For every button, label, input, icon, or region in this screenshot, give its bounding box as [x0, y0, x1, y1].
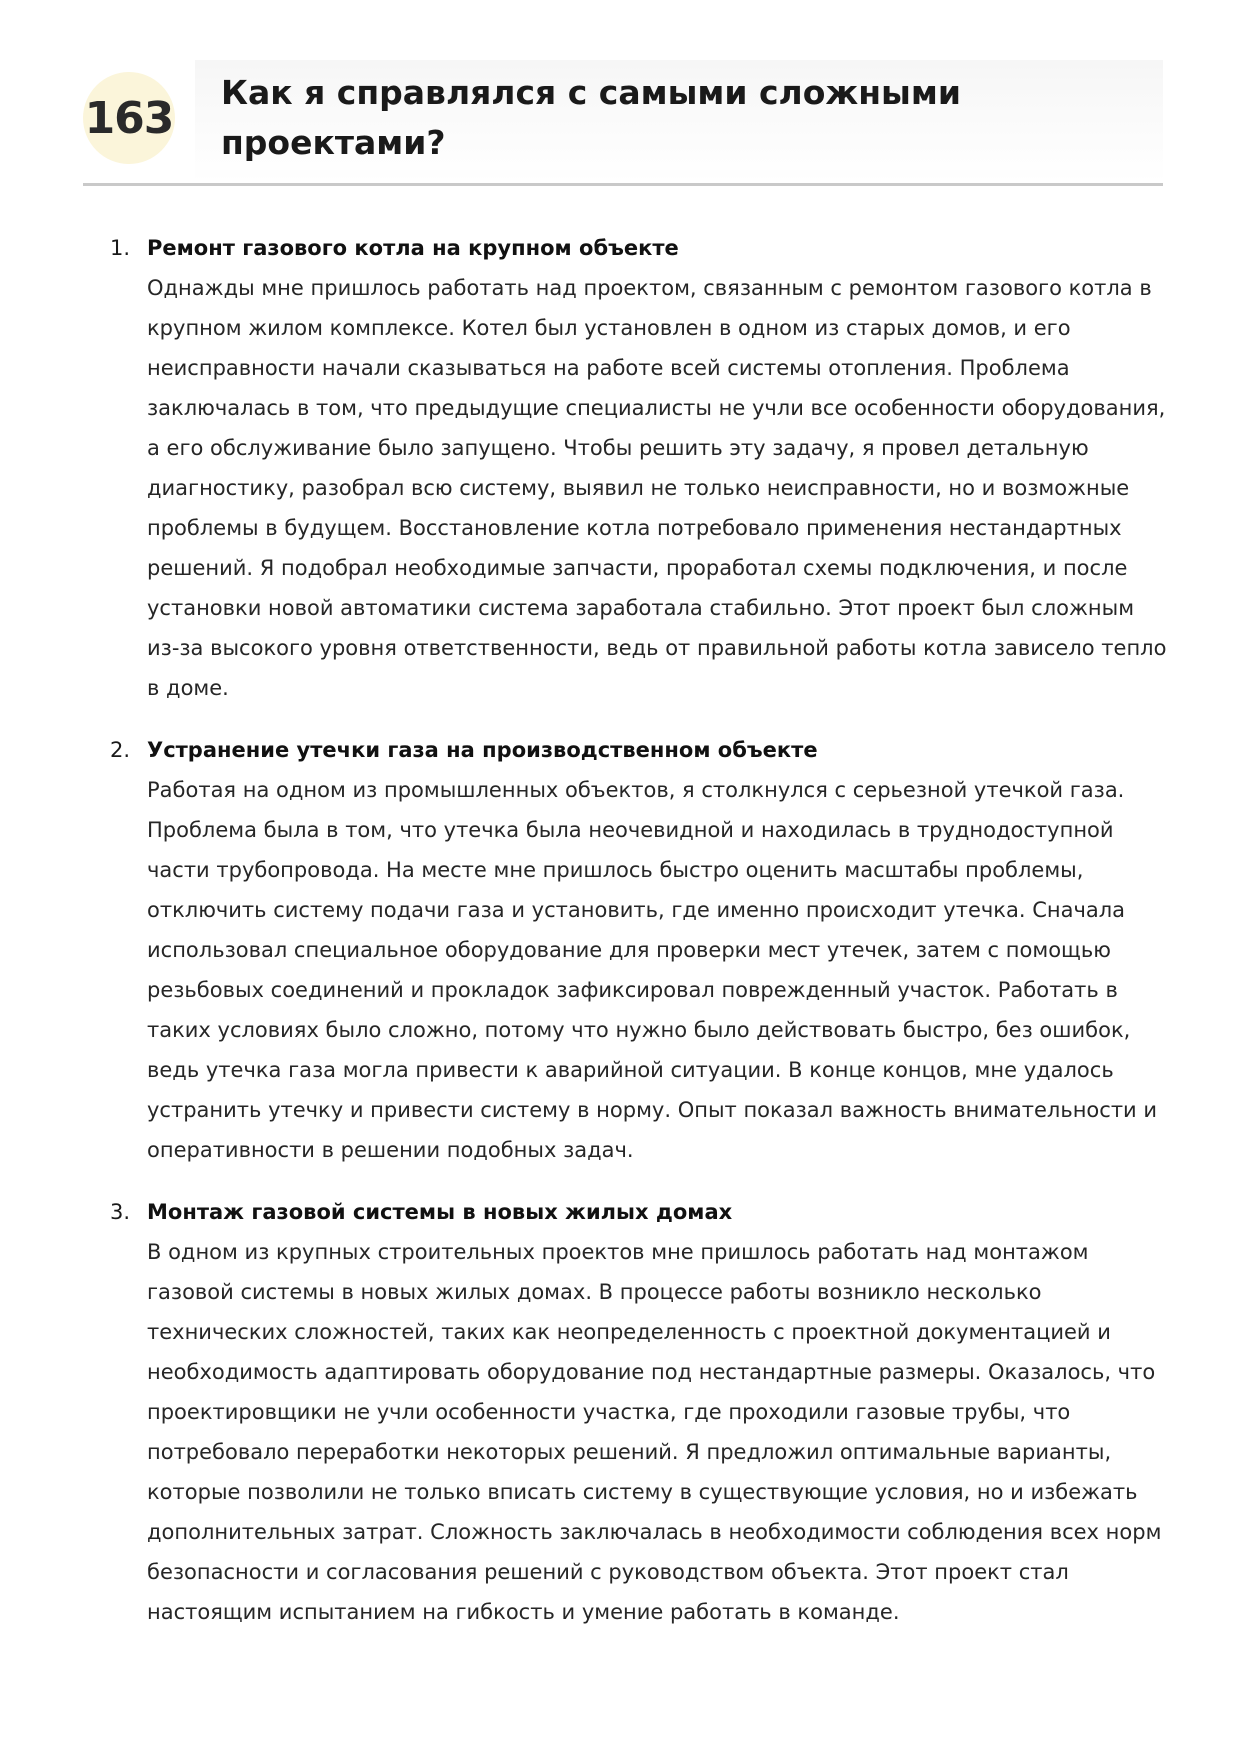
list-item-text: Работая на одном из промышленных объектов, я столкнулся с серьезной утечкой газа. Проблема была в том, что утечка была неочевидной и находилась в труднодоступной части трубопровода. На месте мне пришлось быстро оценить масштабы проблемы, отключить систему подачи газа и установить, где именно происходит утечка. Сначала использовал специальное оборудование для проверки мест утечек, затем с помощью резьбовых соединений и прокладок зафиксировал поврежденный участок. Работать в таких условиях было сложно, потому что нужно было действовать быстро, без ошибок, ведь утечка газа могла привести к аварийной ситуации. В конце концов, мне удалось устранить утечку и привести систему в норму. Опыт показал важность внимательности и оперативности в решении подобных задач. [147, 778, 1158, 1162]
page-number-badge: 163 [83, 72, 175, 164]
list-item-text: Однажды мне пришлось работать над проектом, связанным с ремонтом газового котла в крупном жилом комплексе. Котел был установлен в одном из старых домов, и его неисправности начали сказываться на работе всей системы отопления. Проблема заключалась в том, что предыдущие специалисты не учли все особенности оборудования, а его обслуживание было запущено. Чтобы решить эту задачу, я провел детальную диагностику, разобрал всю систему, выявил не только неисправности, но и возможные проблемы в будущем. Восстановление котла потребовало применения нестандартных решений. Я подобрал необходимые запчасти, проработал схемы подключения, и после установки новой автоматики система заработала стабильно. Этот проект был сложным из-за высокого уровня ответственности, ведь от правильной работы котла зависело тепло в доме. [147, 276, 1167, 700]
page-header [83, 60, 1163, 186]
list-item-heading: Монтаж газовой системы в новых жилых домах [147, 1200, 733, 1224]
list-item-number: 1. [110, 236, 131, 260]
list-item-text: В одном из крупных строительных проектов мне пришлось работать над монтажом газовой системы в новых жилых домах. В процессе работы возникло несколько технических сложностей, таких как неопределенность с проектной документацией и необходимость адаптировать оборудование под нестандартные размеры. Оказалось, что проектировщики не учли особенности участка, где проходили газовые трубы, что потребовало переработки некоторых решений. Я предложил оптимальные варианты, которые позволили не только вписать систему в существующие условия, но и избежать дополнительных затрат. Сложность заключалась в необходимости соблюдения всех норм безопасности и согласования решений с руководством объекта. Этот проект стал настоящим испытанием на гибкость и умение работать в команде. [147, 1240, 1162, 1624]
list-item-number: 3. [110, 1200, 131, 1224]
list-item [110, 228, 1170, 708]
list-item [110, 1192, 1170, 1632]
list-item-heading: Ремонт газового котла на крупном объекте [147, 236, 679, 260]
list-item-number: 2. [110, 738, 131, 762]
page-title: Как я справлялся с самыми сложными проектами? [221, 73, 961, 162]
list-item-heading: Устранение утечки газа на производственном объекте [147, 738, 818, 762]
list-item [110, 730, 1170, 1170]
numbered-list [110, 228, 1170, 1654]
